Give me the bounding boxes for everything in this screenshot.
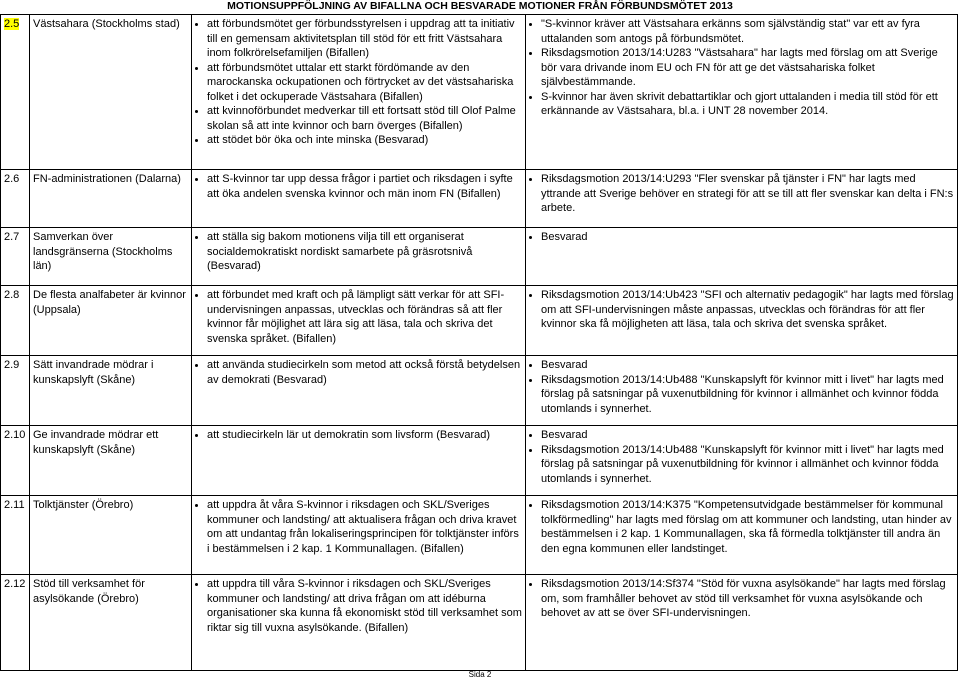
- motion-number: 2.12: [4, 578, 26, 590]
- motion-number: 2.11: [4, 499, 25, 511]
- followup-item: • Riksdagsmotion 2013/14:Ub488 "Kunskapslyft för kvinnor mitt i livet" har lagts med förslag på satsningar på vuxenutbildning för kvinnor i allmänhet och kvinnor födda utomlands i synnerhet.: [541, 443, 954, 487]
- decision-cell: [192, 170, 526, 228]
- followup-list: [529, 577, 954, 621]
- motion-title: Stöd till verksamhet för asylsökande (Örebro): [33, 578, 145, 605]
- motion-title-cell: [30, 356, 192, 426]
- motion-number-cell: [1, 356, 30, 426]
- decision-list: [195, 498, 522, 556]
- followup-cell: [526, 15, 958, 170]
- motion-title: Tolktjänster (Örebro): [33, 499, 134, 511]
- motion-row: [1, 228, 958, 286]
- motion-row: [1, 356, 958, 426]
- motion-title: Sätt invandrade mödrar i kunskapslyft (Skåne): [33, 359, 154, 386]
- decision-cell: [192, 15, 526, 170]
- motion-title: Samverkan över landsgränserna (Stockholms län): [33, 231, 173, 272]
- motion-row: [1, 15, 958, 170]
- decision-cell: [192, 228, 526, 286]
- decision-item: • att kvinnoförbundet medverkar till ett fortsatt stöd till Olof Palme skolan så att inte kvinnor och barn överges (Bifallen): [207, 104, 522, 133]
- motion-title-cell: [30, 426, 192, 496]
- motion-number-cell: [1, 15, 30, 170]
- followup-cell: [526, 356, 958, 426]
- page-number: Sida 2: [468, 670, 492, 679]
- followup-item: • Besvarad: [541, 230, 954, 245]
- decision-list: [195, 288, 522, 346]
- motion-title-cell: [30, 228, 192, 286]
- motion-number-cell: [1, 575, 30, 671]
- motion-title: Västsahara (Stockholms stad): [33, 18, 180, 30]
- table-body: [1, 15, 958, 671]
- followup-list: [529, 230, 954, 245]
- decision-item: • att använda studiecirkeln som metod att också förstå betydelsen av demokrati (Besvarad): [207, 358, 522, 387]
- decision-cell: [192, 286, 526, 356]
- followup-cell: [526, 575, 958, 671]
- decision-item: • att S-kvinnor tar upp dessa frågor i partiet och riksdagen i syfte att öka andelen svenska kvinnor och män inom FN (Bifallen): [207, 172, 522, 201]
- motion-title-cell: [30, 286, 192, 356]
- motion-title: De flesta analfabeter är kvinnor (Uppsala): [33, 289, 186, 316]
- motion-row: [1, 426, 958, 496]
- followup-list: [529, 358, 954, 416]
- motion-number-cell: [1, 170, 30, 228]
- followup-list: [529, 17, 954, 119]
- followup-item: • Riksdagsmotion 2013/14:Sf374 "Stöd för vuxna asylsökande" har lagts med förslag om, som framhåller behovet av stöd till verksamhet för vuxna asylsökande och behovet av att se över SFI-undervisningen.: [541, 577, 954, 621]
- motion-title-cell: [30, 15, 192, 170]
- decision-cell: [192, 575, 526, 671]
- decision-list: [195, 428, 522, 443]
- motion-title: FN-administrationen (Dalarna): [33, 173, 181, 185]
- decision-cell: [192, 496, 526, 575]
- decision-list: [195, 17, 522, 148]
- followup-item: • Riksdagsmotion 2013/14:U293 "Fler svenskar på tjänster i FN" har lagts med yttrande att Sverige behöver en strategi för att se till att fler svenskar kan delta i FN:s arbete.: [541, 172, 954, 216]
- motion-row: [1, 286, 958, 356]
- followup-list: [529, 498, 954, 556]
- decision-item: • att studiecirkeln lär ut demokratin som livsform (Besvarad): [207, 428, 522, 443]
- decision-item: • att förbundet med kraft och på lämpligt sätt verkar för att SFI-undervisningen anpassas, utvecklas och förändras så att fler kvinnor får möjlighet att lära sig att läsa, tala och skriva det svenska språket. (Bifallen): [207, 288, 522, 346]
- decision-item: • att uppdra till våra S-kvinnor i riksdagen och SKL/Sveriges kommuner och landsting/ att driva frågan om att idéburna organisationer ska kunna få ekonomiskt stöd till verksamhet som riktar sig till vuxna asylsökande. (Bifallen): [207, 577, 522, 635]
- motion-number-cell: [1, 426, 30, 496]
- document-header: MOTIONSUPPFÖLJNING AV BIFALLNA OCH BESVARADE MOTIONER FRÅN FÖRBUNDSMÖTET 2013: [227, 0, 733, 12]
- followup-item: • Riksdagsmotion 2013/14:Ub488 "Kunskapslyft för kvinnor mitt i livet" har lagts med förslag på satsningar på vuxenutbildning för kvinnor i allmänhet och kvinnor födda utomlands i synnerhet.: [541, 373, 954, 417]
- decision-list: [195, 577, 522, 635]
- motion-number-cell: [1, 286, 30, 356]
- decision-list: [195, 230, 522, 274]
- motion-row: [1, 496, 958, 575]
- followup-cell: [526, 170, 958, 228]
- motion-number-cell: [1, 496, 30, 575]
- followup-cell: [526, 426, 958, 496]
- followup-cell: [526, 228, 958, 286]
- followup-list: [529, 172, 954, 216]
- followup-item: • Besvarad: [541, 428, 954, 443]
- motion-number: 2.8: [4, 289, 20, 301]
- followup-cell: [526, 496, 958, 575]
- motion-row: [1, 575, 958, 671]
- followup-item: • "S-kvinnor kräver att Västsahara erkänns som självständig stat" var ett av fyra uttalanden som antogs på förbundsmötet.: [541, 17, 954, 46]
- decision-item: • att uppdra åt våra S-kvinnor i riksdagen och SKL/Sveriges kommuner och landsting/ att aktualisera frågan och driva kravet om att undantag från lokaliseringsprincipen för tolktjänster införs i bestämmelsen i 2 kap. 1 Kommunallagen. (Bifallen): [207, 498, 522, 556]
- motion-row: [1, 170, 958, 228]
- motion-number: 2.5: [4, 18, 20, 30]
- motion-title-cell: [30, 170, 192, 228]
- motion-number: 2.6: [4, 173, 20, 185]
- decision-cell: [192, 426, 526, 496]
- followup-cell: [526, 286, 958, 356]
- motion-number-cell: [1, 228, 30, 286]
- decision-item: • att förbundsmötet uttalar ett starkt fördömande av den marockanska ockupationen och förtrycket av det västsahariska folket i det ockuperade Västsahara (Bifallen): [207, 61, 522, 105]
- decision-item: • att stödet bör öka och inte minska (Besvarad): [207, 133, 522, 148]
- followup-item: • Riksdagsmotion 2013/14:K375 "Kompetensutvidgade bestämmelser för kommunal tolkförmedling" har lagts med förslag om att kommuner och landsting, utan hinder av bestämmelsen i 2 kap. 1 Kommunallagen, ska få förmedla tolktjänster till andra än den egna kommunen eller landstinget.: [541, 498, 954, 556]
- followup-item: • Riksdagsmotion 2013/14:U283 "Västsahara" har lagts med förslag om att Sverige bör vara drivande inom EU och FN för att ge det västsahariska folket självbestämmande.: [541, 46, 954, 90]
- motion-number: 2.9: [4, 359, 20, 371]
- motion-title-cell: [30, 575, 192, 671]
- followup-item: • Besvarad: [541, 358, 954, 373]
- motion-title: Ge invandrade mödrar ett kunskapslyft (Skåne): [33, 429, 159, 456]
- decision-item: • att förbundsmötet ger förbundsstyrelsen i uppdrag att ta initiativ till en gemensam aktivitetsplan till stöd för ett fritt Västsahara inom folkrörelsefamiljen (Bifallen): [207, 17, 522, 61]
- followup-item: • Riksdagsmotion 2013/14:Ub423 "SFI och alternativ pedagogik" har lagts med förslag om att SFI-undervisningen måste anpassas, utvecklas och förändras för att fler kvinnor ska få möjligheten att läsa, tala och skriva det svenska språket.: [541, 288, 954, 332]
- motion-number: 2.7: [4, 231, 20, 243]
- followup-item: • S-kvinnor har även skrivit debattartiklar och gjort uttalanden i media till stöd för ett erkännande av Västsahara, bl.a. i UNT 28 november 2014.: [541, 90, 954, 119]
- motion-number: 2.10: [4, 429, 26, 441]
- decision-list: [195, 358, 522, 387]
- decision-cell: [192, 356, 526, 426]
- motion-title-cell: [30, 496, 192, 575]
- motion-followup-table: [0, 14, 958, 671]
- followup-list: [529, 428, 954, 486]
- followup-list: [529, 288, 954, 332]
- decision-list: [195, 172, 522, 201]
- decision-item: • att ställa sig bakom motionens vilja till ett organiserat socialdemokratiskt nordiskt samarbete på gräsrotsnivå (Besvarad): [207, 230, 522, 274]
